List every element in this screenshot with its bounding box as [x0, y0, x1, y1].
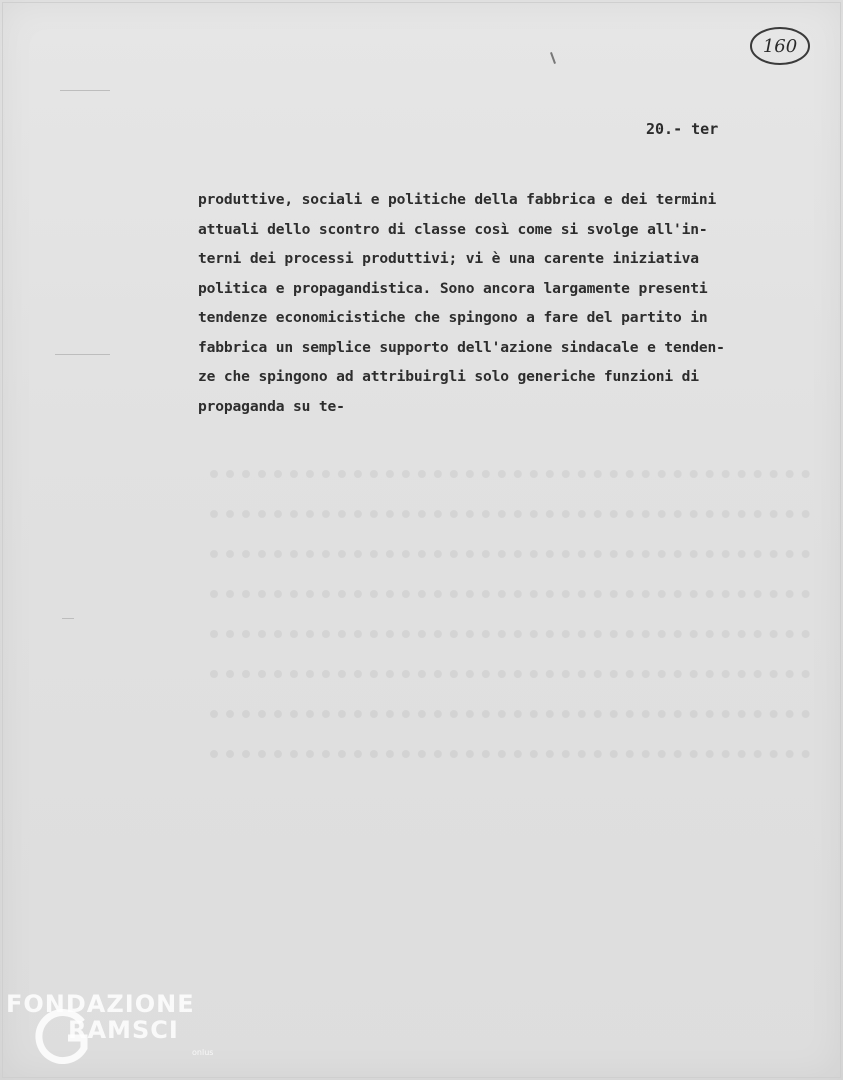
margin-mark: [62, 618, 74, 619]
watermark-line-1: FONDAZIONE: [6, 990, 195, 1018]
text-line: politica e propagandistica. Sono ancora largamente presenti: [198, 279, 708, 297]
show-through-text: [210, 440, 810, 1000]
archive-stamp-number: 160: [762, 36, 798, 57]
margin-mark: [60, 90, 110, 91]
fondazione-gramsci-watermark: [4, 988, 224, 1068]
text-line: tendenze economicistiche che spingono a fare del partito in: [198, 309, 708, 326]
page-reference: 20.- ter: [646, 120, 719, 138]
watermark-line-2: RAMSCI: [68, 1016, 179, 1044]
watermark-small: onlus: [192, 1048, 214, 1057]
margin-mark: [55, 354, 110, 355]
text-line: produttive, sociali e politiche della fabbrica e dei termini: [198, 191, 717, 208]
page-border: [2, 2, 841, 1078]
text-line: ze che spingono ad attribuirgli solo generiche funzioni di: [198, 368, 699, 385]
pen-mark: [550, 52, 556, 64]
text-line: attuali dello scontro di classe così come si svolge all'in-: [198, 220, 708, 238]
text-line: terni dei processi produttivi; vi è una carente iniziativa: [198, 250, 699, 267]
typed-text-block: [198, 185, 818, 421]
text-line: fabbrica un semplice supporto dell'azione sindacale e tenden-: [198, 338, 725, 356]
archive-stamp-oval: [748, 24, 812, 68]
text-line: propaganda su te-: [198, 397, 345, 415]
archive-stamp: [748, 24, 812, 68]
